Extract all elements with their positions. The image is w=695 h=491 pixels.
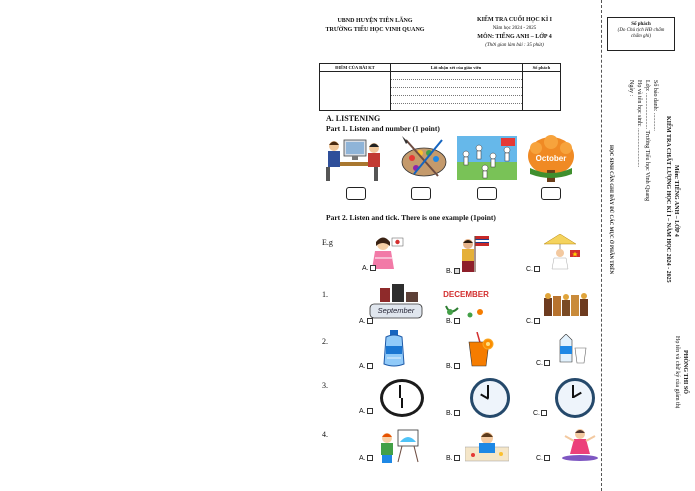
number-box-2[interactable]	[411, 187, 431, 200]
option-letter: B.	[446, 410, 453, 417]
section-listening: A. LISTENING	[326, 114, 381, 123]
checkbox[interactable]	[370, 265, 376, 271]
comment-line[interactable]	[391, 95, 522, 96]
option-4-b[interactable]	[446, 455, 460, 462]
checkbox[interactable]	[534, 266, 540, 272]
painting-picture	[398, 136, 450, 180]
option-eg-a[interactable]	[362, 265, 376, 272]
checkbox[interactable]	[454, 455, 460, 461]
option-letter: A.	[359, 408, 366, 415]
september-label: September	[377, 306, 415, 315]
option-letter: B.	[446, 268, 453, 275]
cut-line	[601, 0, 602, 491]
clock-hand	[573, 392, 582, 398]
question-4-label: 4.	[322, 430, 328, 439]
comment-line[interactable]	[391, 103, 522, 104]
checkbox[interactable]	[367, 408, 373, 414]
option-1-b[interactable]	[446, 318, 460, 325]
option-4-a[interactable]	[359, 455, 373, 462]
option-letter: B.	[446, 455, 453, 462]
side-instruction: HỌC SINH CẦN GHI ĐẦY ĐỦ CÁC MỤC Ở PHẦN TRÊN	[608, 145, 613, 275]
number-box-4[interactable]	[541, 187, 561, 200]
score-header: ĐIỂM CỦA BÀI KT	[320, 64, 390, 72]
option-letter: C.	[526, 318, 533, 325]
exam-time: (Thời gian làm bài : 35 phút)	[485, 43, 544, 48]
exam-year: Năm học 2024 - 2025	[492, 26, 537, 31]
question-2-label: 2.	[322, 337, 328, 346]
option-2-c[interactable]	[536, 360, 550, 367]
checkbox[interactable]	[544, 360, 550, 366]
invigilator-signature: Họ tên và chữ ký của giám thị	[674, 336, 680, 409]
checkbox[interactable]	[454, 318, 460, 324]
option-letter: C.	[536, 360, 543, 367]
october-label: October	[535, 154, 567, 163]
option-letter: B.	[446, 363, 453, 370]
option-eg-c[interactable]	[526, 266, 540, 273]
code-box-title: Số phách	[631, 22, 651, 27]
option-2-a[interactable]	[359, 363, 373, 370]
side-exam-subject: Môn: TIẾNG ANH – LỚP 4	[673, 165, 679, 237]
checkbox[interactable]	[534, 318, 540, 324]
part2-title: Part 2. Listen and tick. There is one example (1point)	[326, 213, 496, 222]
option-1-c[interactable]	[526, 318, 540, 325]
checkbox[interactable]	[367, 318, 373, 324]
code-box-note2: chấm ghi)	[630, 34, 652, 39]
vietnamese-girl-picture	[542, 234, 582, 270]
children-playing-picture	[457, 136, 517, 180]
number-box-3[interactable]	[477, 187, 497, 200]
december-label: DECEMBER	[443, 290, 489, 299]
part1-title: Part 1. Listen and number (1 point)	[326, 124, 440, 133]
code-header: Số phách	[522, 64, 561, 72]
exam-title: KIỂM TRA CUỐI HỌC KÌ I	[476, 17, 553, 23]
checkbox[interactable]	[454, 410, 460, 416]
code-box-note: (Do Chủ tịch HĐ chấm	[617, 28, 665, 33]
school-name: TRƯỜNG TIỂU HỌC VINH QUANG	[325, 27, 425, 33]
exam-subject: MÔN: TIẾNG ANH – LỚP 4	[477, 34, 552, 40]
milk-picture	[558, 334, 588, 364]
office-workers-picture	[322, 136, 386, 182]
checkbox[interactable]	[454, 268, 460, 274]
option-3-c[interactable]	[533, 410, 547, 417]
checkbox[interactable]	[454, 363, 460, 369]
checkbox[interactable]	[367, 363, 373, 369]
option-3-a[interactable]	[359, 408, 373, 415]
checkbox[interactable]	[544, 455, 550, 461]
clock-hand	[399, 385, 401, 398]
november-picture	[544, 292, 592, 322]
option-letter: A.	[362, 265, 369, 272]
option-letter: A.	[359, 455, 366, 462]
comment-header: Lời nhận xét của giáo viên	[390, 64, 522, 72]
option-letter: C.	[536, 455, 543, 462]
candidate-date: Ngày :	[628, 80, 634, 97]
option-letter: C.	[526, 266, 533, 273]
checkbox[interactable]	[541, 410, 547, 416]
clock-hand	[401, 398, 403, 408]
checkbox[interactable]	[367, 455, 373, 461]
school-district: UBND HUYỆN TIÊN LÃNG	[337, 18, 413, 24]
comment-line[interactable]	[391, 79, 522, 80]
option-2-b[interactable]	[446, 363, 460, 370]
score-table	[319, 63, 561, 111]
comment-line[interactable]	[391, 87, 522, 88]
candidate-name: Họ và tên học sinh: ..........................	[636, 80, 642, 168]
number-box-1[interactable]	[346, 187, 366, 200]
kids-painting-picture	[378, 428, 422, 464]
table-divider	[522, 64, 523, 110]
option-letter: B.	[446, 318, 453, 325]
september-picture	[368, 284, 424, 324]
option-letter: A.	[359, 363, 366, 370]
question-3-label: 3.	[322, 381, 328, 390]
boy-drawing-picture	[465, 429, 509, 463]
candidate-class: Lớp: ........................ Trường Tiểu học Vinh Quang	[644, 80, 650, 202]
option-4-c[interactable]	[536, 455, 550, 462]
option-letter: A.	[359, 318, 366, 325]
question-1-label: 1.	[322, 290, 328, 299]
girl-dancing-picture	[560, 426, 600, 462]
question-eg-label: E.g	[322, 238, 333, 247]
clock-b	[470, 378, 510, 418]
code-box	[607, 17, 675, 51]
clock-c	[555, 378, 595, 418]
option-letter: C.	[533, 410, 540, 417]
option-3-b[interactable]	[446, 410, 460, 417]
orange-juice-picture	[463, 332, 495, 368]
option-1-a[interactable]	[359, 318, 373, 325]
candidate-number: Số báo danh: ............	[652, 80, 658, 131]
clock-a	[380, 379, 424, 417]
exam-room: PHÒNG THI SỐ	[682, 350, 688, 394]
water-bottle-picture	[380, 330, 408, 368]
thai-boy-picture	[459, 234, 491, 274]
side-exam-title: KIỂM TRA CHẤT LƯỢNG HỌC KÌ I – NĂM HỌC 2024 - 2025	[665, 116, 671, 283]
option-eg-b[interactable]	[446, 268, 460, 275]
